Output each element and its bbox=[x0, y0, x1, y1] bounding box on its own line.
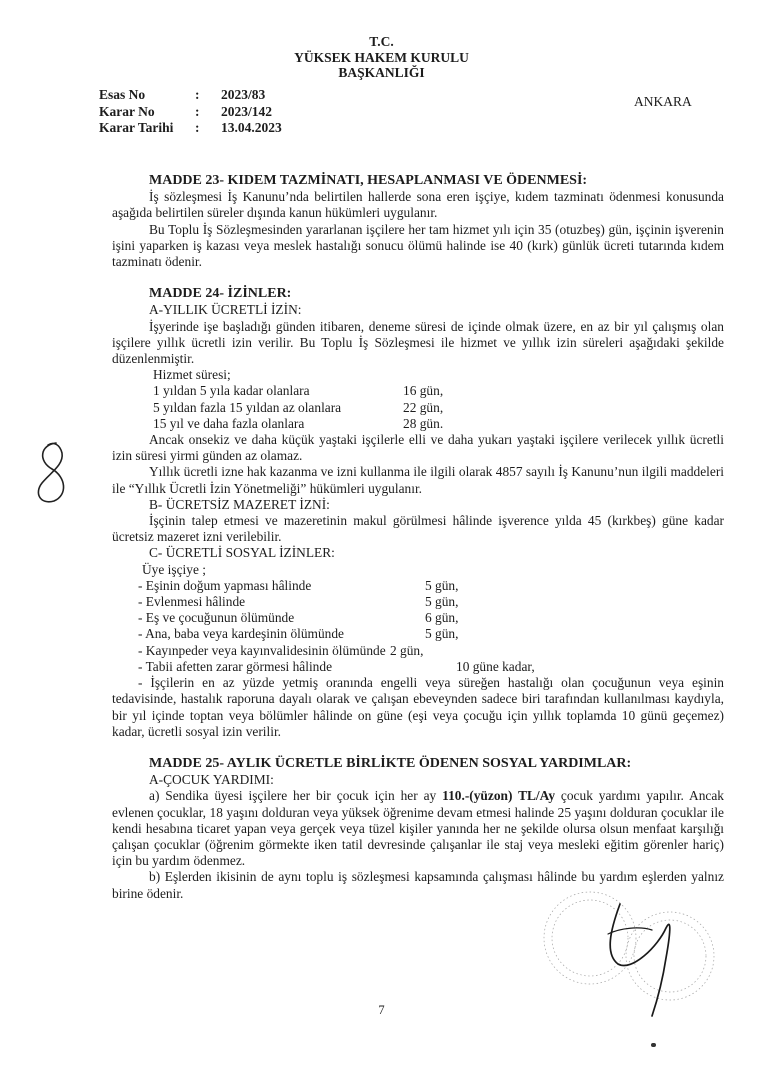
table-row bbox=[112, 594, 724, 610]
table-label: 1 yıldan 5 yıla kadar olanlara bbox=[153, 383, 310, 399]
document-body bbox=[112, 173, 724, 902]
table-label: 15 yıl ve daha fazla olanlara bbox=[153, 415, 305, 431]
table-label: - Eşinin doğum yapması hâlinde bbox=[138, 577, 312, 593]
article-25-title: MADDE 25- AYLIK ÜCRETLE BİRLİKTE ÖDENEN SOSYAL YARDIMLAR: bbox=[149, 755, 632, 771]
section-a-title: A-YILLIK ÜCRETLİ İZİN: bbox=[149, 302, 302, 318]
meta-row-karar bbox=[99, 104, 282, 121]
section-a-paragraph: Ancak onsekiz ve daha küçük yaştaki işçilerle elli ve daha yukarı yaştaki işçilere verilecek yıllık ücretli izin süresi yirmi günden az olamaz. bbox=[112, 432, 724, 464]
table-row bbox=[112, 610, 724, 626]
article-23-paragraph: İş sözleşmesi İş Kanunu’nda belirtilen hallerde sona eren işçiye, kıdem tazminatı ödenmesi konusunda aşağıda belirtilen süreler dışında kanun hükümleri uygulanır. bbox=[112, 189, 724, 221]
table-label: - Kayınpeder veya kayınvalidesinin ölümünde bbox=[138, 642, 386, 658]
header-presidency: BAŞKANLIĞI bbox=[338, 65, 425, 80]
meta-value: 13.04.2023 bbox=[221, 120, 282, 135]
social-leave-table bbox=[112, 578, 724, 675]
header-institution: YÜKSEK HAKEM KURULU bbox=[294, 49, 469, 65]
section-b-paragraph: İşçinin talep etmesi ve mazeretinin makul görülmesi hâlinde işverence yılda 45 (kırkbeş) güne kadar ücretsiz mazeret izni verilebilir. bbox=[112, 513, 724, 545]
article-24-title: MADDE 24- İZİNLER: bbox=[149, 286, 292, 302]
table-row bbox=[112, 383, 724, 399]
case-meta bbox=[99, 87, 282, 137]
section-b-title: B- ÜCRETSİZ MAZERET İZNİ: bbox=[149, 496, 330, 512]
table-label: - Eş ve çocuğunun ölümünde bbox=[138, 610, 295, 626]
table-row bbox=[112, 643, 724, 659]
table-value: 5 gün, bbox=[425, 577, 459, 593]
child-benefit-title: A-ÇOCUK YARDIMI: bbox=[149, 772, 274, 788]
section-c-title: C- ÜCRETLİ SOSYAL İZİNLER: bbox=[149, 545, 335, 561]
table-value: 5 gün, bbox=[425, 626, 459, 642]
meta-row-esas bbox=[99, 87, 282, 104]
table-value: 28 gün. bbox=[403, 415, 444, 431]
city: ANKARA bbox=[634, 94, 692, 109]
signature-stamp bbox=[470, 876, 730, 1026]
article-23-paragraph: Bu Toplu İş Sözleşmesinden yararlanan işçilere her tam hizmet yılı için 35 (otuzbeş) gün, işçinin işverenin işini yaparken iş kazası veya meslek hastalığı sonucu ölümü halinde ise 40 (kırk) günlük ücreti tutarında kıdem tazminatı ödenir. bbox=[112, 221, 724, 270]
child-benefit-paragraph-a bbox=[112, 788, 724, 869]
meta-row-tarih bbox=[99, 120, 282, 137]
meta-key: Esas No bbox=[99, 87, 146, 102]
table-label: - Ana, baba veya kardeşinin ölümünde bbox=[138, 626, 345, 642]
table-label: - Tabii afetten zarar görmesi hâlinde bbox=[138, 658, 333, 674]
document-header bbox=[0, 34, 763, 81]
table-value: 5 gün, bbox=[425, 594, 459, 610]
table-value: 10 güne kadar, bbox=[456, 658, 535, 674]
article-23-title: MADDE 23- KIDEM TAZMİNATI, HESAPLANMASI VE ÖDENMESİ: bbox=[149, 173, 588, 188]
service-label: Hizmet süresi; bbox=[153, 367, 231, 383]
table-row bbox=[112, 626, 724, 642]
meta-sep: : bbox=[195, 120, 200, 135]
table-row bbox=[112, 578, 724, 594]
paragraph-text: çocuk yardımı yapılır. Ancak evlenen çocuklar, 18 yaşını dolduran veya yüksek öğrenime devam etmesi halinde 25 yaşını dolduran çocuklar ile kendi hesabına ticaret yapan veya gerçek veya tüzel kişiler yanında her ne şekilde olursa olsun menfaat karşılığı çalışan çocuklar (öğrenim görmekte iken tatil devresinde çalışanlar ile staj veya mesleki eğitim görenler hariç) için bu yardım ödenmez. bbox=[112, 788, 724, 869]
table-row bbox=[112, 659, 724, 675]
child-benefit-paragraph-b: b) Eşlerden ikisinin de aynı toplu iş sözleşmesi kapsamında çalışması hâlinde bu yardım eşlerden yalnız birine ödenir. bbox=[112, 869, 724, 901]
meta-sep: : bbox=[195, 103, 200, 119]
meta-value: 2023/142 bbox=[221, 103, 273, 119]
paragraph-text: a) Sendika üyesi işçilere her bir çocuk için her ay bbox=[149, 788, 443, 804]
meta-value: 2023/83 bbox=[221, 87, 266, 102]
page-number: 7 bbox=[378, 1003, 385, 1017]
table-row bbox=[112, 416, 724, 432]
table-label: - Evlenmesi hâlinde bbox=[138, 594, 246, 610]
meta-key: Karar Tarihi bbox=[99, 120, 174, 135]
table-label: 5 yıldan fazla 15 yıldan az olanlara bbox=[153, 399, 342, 415]
section-c-paragraph: - İşçilerin en az yüzde yetmiş oranında engelli veya süreğen hastalığı olan çocuğunun veya eşinin tedavisinde, hastalık raporuna dayalı olarak ve çalışan ebeveynden sadece biri tarafından kullanılması kaydıyla, bir yıl içinde toptan veya bölümler hâlinde on güne (eşi veya çocuğu için yıllık toplamda 10 günü geçemez) kadar, ücretli sosyal izin verilir. bbox=[112, 675, 724, 739]
section-a-paragraph: İşyerinde işe başladığı günden itibaren, deneme süresi de içinde olmak üzere, en az bir yıl çalışmış olan işçilere yıllık ücretli izin verilir. Bu Toplu İş Sözleşmesi ile hizmet ve yıllık izin süreleri aşağıdaki şekilde düzenlenmiştir. bbox=[112, 318, 724, 367]
table-value: 6 gün, bbox=[425, 610, 459, 626]
meta-key: Karar No bbox=[99, 103, 155, 119]
handwritten-eight-mark bbox=[30, 437, 74, 507]
table-value: 22 gün, bbox=[403, 399, 444, 415]
member-label: Üye işçiye ; bbox=[142, 561, 206, 577]
ink-dot bbox=[651, 1043, 656, 1047]
header-tc: T.C. bbox=[369, 34, 394, 49]
section-a-paragraph: Yıllık ücretli izne hak kazanma ve izni kullanma ile ilgili olarak 4857 sayılı İş Kanunu’nun ilgili maddeleri ile “Yıllık Ücretli İzin Yönetmeliği” hükümleri uygulanır. bbox=[112, 464, 724, 496]
table-value: 2 gün, bbox=[390, 642, 424, 658]
benefit-amount: 110.-(yüzon) TL/Ay bbox=[442, 788, 556, 804]
table-value: 16 gün, bbox=[403, 383, 444, 399]
meta-sep: : bbox=[195, 87, 200, 102]
table-row bbox=[112, 400, 724, 416]
leave-duration-table bbox=[112, 383, 724, 432]
